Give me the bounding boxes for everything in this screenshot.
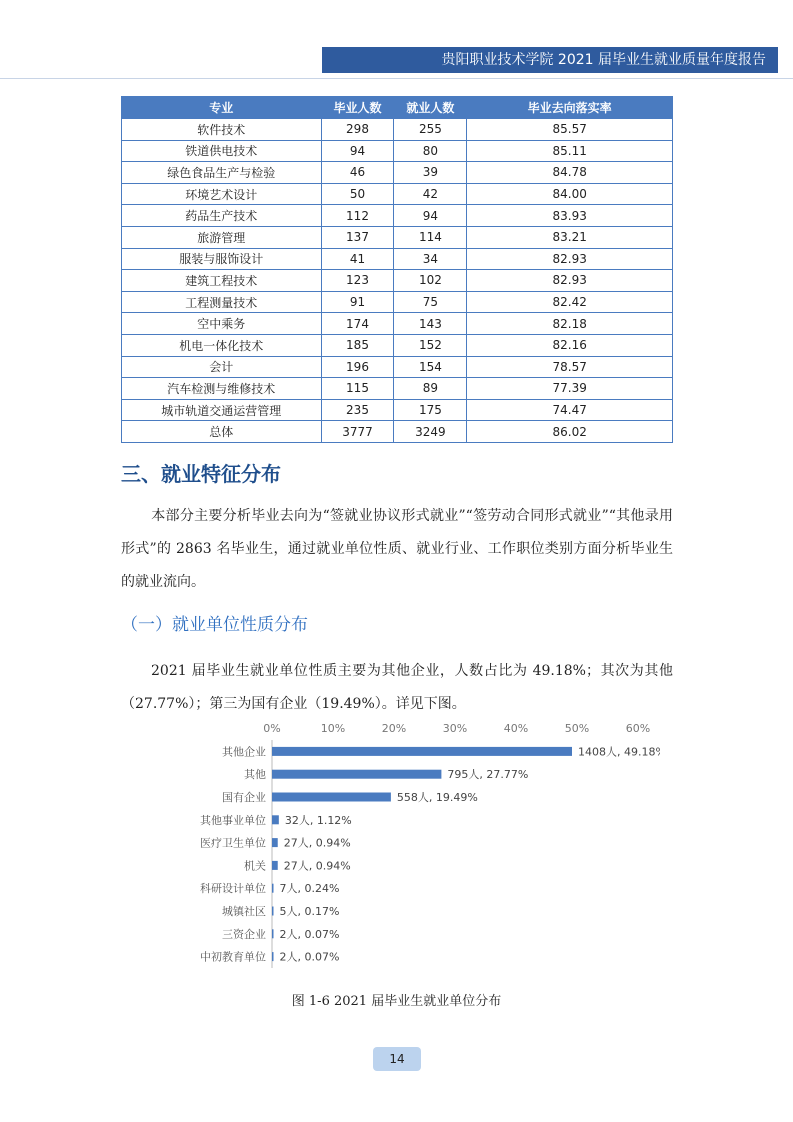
table-cell: 42 (394, 183, 467, 205)
x-tick-label: 40% (503, 722, 529, 735)
data-label: 1408人, 49.18% (577, 745, 660, 759)
table-cell: 50 (321, 183, 394, 205)
table-cell: 102 (394, 270, 467, 292)
table-cell: 会计 (122, 356, 322, 378)
table-cell: 185 (321, 334, 394, 356)
employer-type-chart-svg (160, 720, 660, 970)
table-cell: 绿色食品生产与检验 (122, 162, 322, 184)
bar (272, 838, 278, 847)
table-cell: 123 (321, 270, 394, 292)
subsection-title: （一）就业单位性质分布 (121, 615, 308, 635)
table-cell: 94 (394, 205, 467, 227)
table-row (122, 248, 673, 270)
table-cell: 84.78 (467, 162, 673, 184)
bar (272, 793, 391, 802)
table-cell: 75 (394, 291, 467, 313)
table-cell: 41 (321, 248, 394, 270)
data-label: 2人, 0.07% (279, 950, 340, 964)
table-cell: 软件技术 (122, 119, 322, 141)
bar (272, 815, 279, 824)
x-tick-label: 10% (320, 722, 346, 735)
table-cell: 汽车检测与维修技术 (122, 378, 322, 400)
table-cell: 建筑工程技术 (122, 270, 322, 292)
table-cell: 工程测量技术 (122, 291, 322, 313)
data-label: 27人, 0.94% (283, 836, 351, 850)
table-cell: 175 (394, 399, 467, 421)
table-row (122, 399, 673, 421)
table-cell: 82.42 (467, 291, 673, 313)
table-cell: 154 (394, 356, 467, 378)
table-cell: 89 (394, 378, 467, 400)
table-cell: 298 (321, 119, 394, 141)
x-tick-label: 60% (625, 722, 651, 735)
table-cell: 82.18 (467, 313, 673, 335)
x-tick-label: 0% (263, 722, 281, 735)
header-divider (0, 78, 793, 79)
table-cell: 药品生产技术 (122, 205, 322, 227)
column-header: 专业 (122, 97, 322, 119)
major-employment-table (121, 96, 673, 443)
x-tick-label: 50% (564, 722, 590, 735)
table-cell: 机电一体化技术 (122, 334, 322, 356)
table-cell: 78.57 (467, 356, 673, 378)
table-cell: 77.39 (467, 378, 673, 400)
table-cell: 94 (321, 140, 394, 162)
bar (272, 907, 274, 916)
table-cell: 82.93 (467, 270, 673, 292)
table-cell: 83.93 (467, 205, 673, 227)
table-cell: 82.16 (467, 334, 673, 356)
table-cell: 112 (321, 205, 394, 227)
table-cell: 174 (321, 313, 394, 335)
intro-paragraph (121, 500, 673, 599)
table-cell: 82.93 (467, 248, 673, 270)
bar (272, 884, 274, 893)
x-tick-label: 30% (442, 722, 468, 735)
table-cell: 46 (321, 162, 394, 184)
table-row (122, 183, 673, 205)
report-header-title: 贵阳职业技术学院 2021 届毕业生就业质量年度报告 (441, 52, 766, 68)
summary-paragraph (121, 655, 673, 721)
report-header-bar (322, 47, 778, 73)
table-cell: 铁道供电技术 (122, 140, 322, 162)
column-header: 就业人数 (394, 97, 467, 119)
bar (272, 770, 441, 779)
table-body (122, 119, 673, 443)
data-label: 32人, 1.12% (284, 813, 352, 827)
table-row (122, 421, 673, 443)
table-cell: 143 (394, 313, 467, 335)
data-label: 7人, 0.24% (279, 882, 340, 896)
table-cell: 旅游管理 (122, 226, 322, 248)
table-row (122, 140, 673, 162)
table-row (122, 270, 673, 292)
table-cell: 91 (321, 291, 394, 313)
table-cell: 255 (394, 119, 467, 141)
x-tick-label: 20% (381, 722, 407, 735)
table-cell: 85.11 (467, 140, 673, 162)
bar (272, 861, 278, 870)
bar (272, 952, 274, 961)
bar (272, 747, 572, 756)
bar (272, 929, 274, 938)
data-label: 2人, 0.07% (279, 927, 340, 941)
table-row (122, 356, 673, 378)
table-cell: 85.57 (467, 119, 673, 141)
category-label: 国有企业 (222, 791, 266, 804)
table-row (122, 291, 673, 313)
category-label: 三资企业 (222, 927, 266, 941)
table-cell: 235 (321, 399, 394, 421)
table-row (122, 226, 673, 248)
table-row (122, 162, 673, 184)
table-cell: 115 (321, 378, 394, 400)
category-label: 中初教育单位 (200, 950, 266, 964)
category-label: 其他企业 (222, 745, 266, 759)
table-cell: 3777 (321, 421, 394, 443)
table-row (122, 313, 673, 335)
category-label: 机关 (244, 859, 266, 873)
table-cell: 80 (394, 140, 467, 162)
table-cell: 空中乘务 (122, 313, 322, 335)
table-cell: 152 (394, 334, 467, 356)
table-cell: 3249 (394, 421, 467, 443)
category-label: 其他事业单位 (200, 813, 266, 827)
table-cell: 环境艺术设计 (122, 183, 322, 205)
data-label: 558人, 19.49% (396, 791, 478, 804)
table-cell: 83.21 (467, 226, 673, 248)
table-cell: 34 (394, 248, 467, 270)
table-cell: 86.02 (467, 421, 673, 443)
category-label: 科研设计单位 (200, 882, 266, 896)
category-label: 医疗卫生单位 (200, 836, 266, 850)
table-row (122, 378, 673, 400)
table-cell: 74.47 (467, 399, 673, 421)
table-row (122, 334, 673, 356)
table-cell: 114 (394, 226, 467, 248)
data-label: 795人, 27.77% (447, 768, 529, 782)
table-cell: 137 (321, 226, 394, 248)
figure-caption: 图 1-6 2021 届毕业生就业单位分布 (291, 994, 502, 1009)
table-row (122, 205, 673, 227)
section-title: 三、就业特征分布 (121, 462, 281, 486)
table-cell: 196 (321, 356, 394, 378)
table-cell: 城市轨道交通运营管理 (122, 399, 322, 421)
summary-text: 2021 届毕业生就业单位性质主要为其他企业，人数占比为 49.18%；其次为其他（27.77%）；第三为国有企业（19.49%）。详见下图。 (121, 663, 673, 712)
intro-text: 本部分主要分析毕业去向为“签就业协议形式就业”“签劳动合同形式就业”“其他录用形式”的 2863 名毕业生，通过就业单位性质、就业行业、工作职位类别方面分析毕业生的就业流向。 (121, 508, 673, 590)
data-label: 27人, 0.94% (283, 859, 351, 873)
category-label: 其他 (244, 768, 266, 782)
table-cell: 总体 (122, 421, 322, 443)
column-header: 毕业去向落实率 (467, 97, 673, 119)
column-header: 毕业人数 (321, 97, 394, 119)
employer-type-chart (160, 720, 660, 970)
page-number: 14 (373, 1047, 421, 1071)
table-cell: 39 (394, 162, 467, 184)
category-label: 城镇社区 (222, 905, 266, 918)
data-label: 5人, 0.17% (279, 905, 340, 918)
table-cell: 服装与服饰设计 (122, 248, 322, 270)
table-header-row (122, 97, 673, 119)
table-cell: 84.00 (467, 183, 673, 205)
table-row (122, 119, 673, 141)
